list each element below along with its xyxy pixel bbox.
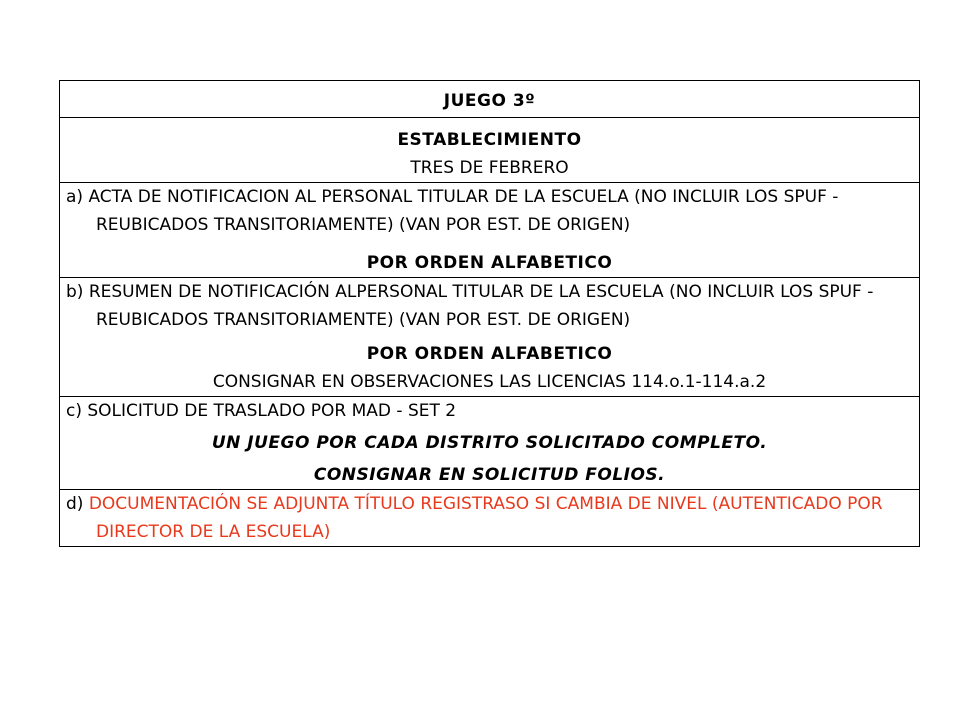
establecimiento-value: TRES DE FEBRERO (410, 158, 569, 178)
item-b-text: b) RESUMEN DE NOTIFICACIÓN ALPERSONAL TITULAR DE LA ESCUELA (NO INCLUIR LOS SPUF - REUBICADOS TRANSITORIAMENTE) (VAN POR EST. DE ORIGEN) (66, 282, 874, 330)
table-cell (60, 81, 920, 118)
item-b-note: POR ORDEN ALFABETICO (366, 344, 613, 364)
item-a-note: POR ORDEN ALFABETICO (366, 253, 613, 273)
table-row-item-b (60, 278, 920, 397)
table-row-establecimiento (60, 118, 920, 183)
table-row-header (60, 81, 920, 118)
item-a-text: a) ACTA DE NOTIFICACION AL PERSONAL TITULAR DE LA ESCUELA (NO INCLUIR LOS SPUF - REUBICADOS TRANSITORIAMENTE) (VAN POR EST. DE ORIGEN) (66, 187, 839, 235)
item-d-prefix: d) (66, 494, 89, 514)
requirements-table (59, 80, 920, 547)
item-d-paragraph (66, 490, 913, 546)
item-c-note: UN JUEGO POR CADA DISTRITO SOLICITADO COMPLETO. (211, 433, 768, 453)
table-cell (60, 490, 920, 547)
table-cell (60, 397, 920, 490)
item-d-text: DOCUMENTACIÓN SE ADJUNTA TÍTULO REGISTRASO SI CAMBIA DE NIVEL (AUTENTICADO POR DIRECTOR DE LA ESCUELA) (88, 494, 883, 542)
item-c-text: c) SOLICITUD DE TRASLADO POR MAD - SET 2 (66, 401, 457, 421)
table-cell (60, 278, 920, 397)
table-row-item-d (60, 490, 920, 547)
table-row-item-a (60, 183, 920, 278)
item-c-note2: CONSIGNAR EN SOLICITUD FOLIOS. (313, 465, 666, 485)
set-title: JUEGO 3º (443, 91, 536, 111)
table-row-item-c (60, 397, 920, 490)
table-cell (60, 183, 920, 278)
establecimiento-label: ESTABLECIMIENTO (397, 130, 582, 150)
item-b-note2: CONSIGNAR EN OBSERVACIONES LAS LICENCIAS 114.o.1-114.a.2 (212, 372, 767, 392)
table-cell (60, 118, 920, 183)
